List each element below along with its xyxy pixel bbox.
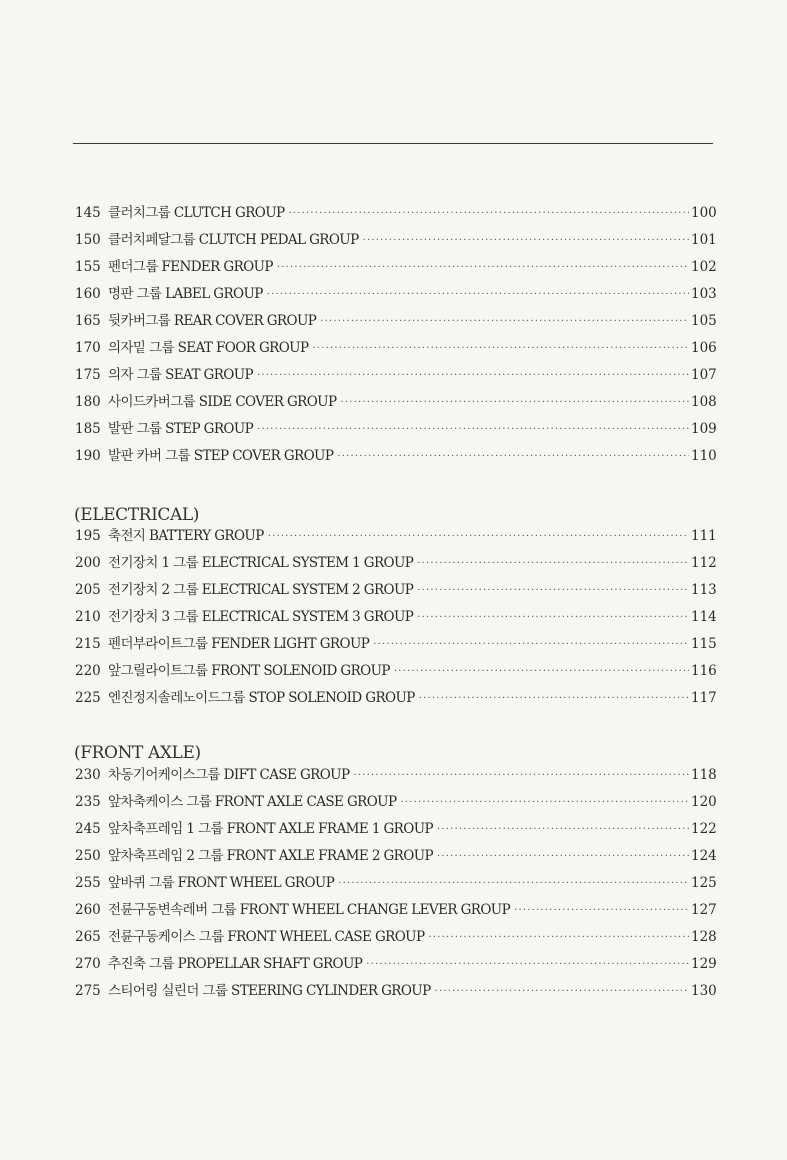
entry-page: 128	[691, 929, 717, 945]
entry-page: 115	[691, 636, 717, 652]
dot-leader	[340, 397, 689, 408]
entry-page: 111	[691, 528, 717, 544]
entry-page: 102	[691, 259, 717, 275]
entry-title: 축전지 BATTERY GROUP	[108, 528, 264, 544]
entry-number: 265	[75, 929, 101, 945]
toc-entry	[75, 524, 715, 551]
dot-leader	[417, 612, 689, 623]
entry-title: 명판 그룹 LABEL GROUP	[108, 286, 263, 302]
dot-leader	[366, 959, 689, 970]
dot-leader	[320, 316, 689, 327]
entry-page: 122	[691, 821, 717, 837]
entry-number: 145	[75, 205, 101, 221]
entry-page: 117	[691, 690, 717, 706]
entry-page: 103	[691, 286, 717, 302]
entry-page: 105	[691, 313, 717, 329]
entry-page: 113	[691, 582, 717, 598]
dot-leader	[363, 235, 689, 246]
entry-title: 클러치페달그룹 CLUTCH PEDAL GROUP	[108, 232, 359, 248]
entry-number: 275	[75, 983, 101, 999]
toc-entry	[75, 417, 715, 444]
entry-page: 108	[691, 394, 717, 410]
dot-leader	[435, 986, 689, 997]
toc-section-front-axle	[75, 763, 715, 1006]
dot-leader	[337, 451, 689, 462]
toc-entry	[75, 605, 715, 632]
dot-leader	[312, 343, 689, 354]
toc-entry	[75, 632, 715, 659]
entry-number: 215	[75, 636, 101, 652]
dot-leader	[257, 424, 689, 435]
toc-section-electrical	[75, 524, 715, 713]
toc-entry	[75, 952, 715, 979]
entry-title: 앞차축프레임 1 그룹 FRONT AXLE FRAME 1 GROUP	[108, 821, 433, 837]
toc-entry	[75, 201, 715, 228]
entry-page: 130	[691, 983, 717, 999]
entry-page: 100	[691, 205, 717, 221]
entry-number: 155	[75, 259, 101, 275]
dot-leader	[437, 851, 689, 862]
dot-leader	[277, 262, 689, 273]
toc-section-general	[75, 201, 715, 471]
entry-title: 전기장치 2 그룹 ELECTRICAL SYSTEM 2 GROUP	[108, 582, 414, 598]
entry-title: 펜더그룹 FENDER GROUP	[108, 259, 273, 275]
toc-entry	[75, 871, 715, 898]
entry-title: 엔진정지솔레노이드그룹 STOP SOLENOID GROUP	[108, 690, 415, 706]
entry-page: 109	[691, 421, 717, 437]
toc-entry	[75, 925, 715, 952]
entry-number: 270	[75, 956, 101, 972]
entry-title: 전륜구동변속레버 그룹 FRONT WHEEL CHANGE LEVER GROUP	[108, 902, 511, 918]
entry-title: 전기장치 3 그룹 ELECTRICAL SYSTEM 3 GROUP	[108, 609, 414, 625]
entry-number: 160	[75, 286, 101, 302]
dot-leader	[417, 558, 689, 569]
entry-number: 165	[75, 313, 101, 329]
entry-number: 220	[75, 663, 101, 679]
entry-page: 125	[691, 875, 717, 891]
entry-number: 150	[75, 232, 101, 248]
toc-entry	[75, 390, 715, 417]
header-rule	[73, 143, 713, 144]
entry-page: 129	[691, 956, 717, 972]
entry-number: 210	[75, 609, 101, 625]
section-heading-front-axle: (FRONT AXLE)	[74, 743, 201, 763]
dot-leader	[419, 693, 689, 704]
toc-entry	[75, 659, 715, 686]
entry-number: 170	[75, 340, 101, 356]
toc-entry	[75, 363, 715, 390]
entry-title: 전기장치 1 그룹 ELECTRICAL SYSTEM 1 GROUP	[108, 555, 414, 571]
entry-title: 의자 그룹 SEAT GROUP	[108, 367, 254, 383]
entry-number: 200	[75, 555, 101, 571]
dot-leader	[353, 770, 689, 781]
dot-leader	[437, 824, 689, 835]
toc-entry	[75, 790, 715, 817]
entry-page: 120	[691, 794, 717, 810]
entry-title: 추진축 그룹 PROPELLAR SHAFT GROUP	[108, 956, 363, 972]
entry-number: 255	[75, 875, 101, 891]
entry-title: 차동기어케이스그룹 DIFT CASE GROUP	[108, 767, 350, 783]
entry-number: 245	[75, 821, 101, 837]
dot-leader	[428, 932, 689, 943]
entry-title: 앞그릴라이트그룹 FRONT SOLENOID GROUP	[108, 663, 390, 679]
toc-entry	[75, 844, 715, 871]
toc-entry	[75, 979, 715, 1006]
entry-number: 175	[75, 367, 101, 383]
entry-number: 235	[75, 794, 101, 810]
toc-entry	[75, 898, 715, 925]
entry-number: 225	[75, 690, 101, 706]
dot-leader	[257, 370, 689, 381]
toc-entry	[75, 228, 715, 255]
toc-entry	[75, 763, 715, 790]
entry-title: 앞차축케이스 그룹 FRONT AXLE CASE GROUP	[108, 794, 397, 810]
entry-page: 107	[691, 367, 717, 383]
entry-title: 사이드카버그룹 SIDE COVER GROUP	[108, 394, 337, 410]
entry-page: 127	[691, 902, 717, 918]
toc-entry	[75, 686, 715, 713]
entry-number: 180	[75, 394, 101, 410]
dot-leader	[514, 905, 689, 916]
entry-number: 185	[75, 421, 101, 437]
entry-title: 앞차축프레임 2 그룹 FRONT AXLE FRAME 2 GROUP	[108, 848, 433, 864]
entry-page: 116	[691, 663, 717, 679]
entry-page: 114	[691, 609, 717, 625]
toc-entry	[75, 336, 715, 363]
toc-entry	[75, 817, 715, 844]
entry-title: 전륜구동케이스 그룹 FRONT WHEEL CASE GROUP	[108, 929, 425, 945]
dot-leader	[417, 585, 689, 596]
entry-title: 발판 카버 그룹 STEP COVER GROUP	[108, 448, 334, 464]
toc-entry	[75, 444, 715, 471]
toc-entry	[75, 309, 715, 336]
dot-leader	[338, 878, 689, 889]
dot-leader	[400, 797, 689, 808]
section-heading-electrical: (ELECTRICAL)	[74, 505, 200, 525]
dot-leader	[394, 666, 689, 677]
dot-leader	[289, 208, 689, 219]
entry-title: 스티어링 실린더 그룹 STEERING CYLINDER GROUP	[108, 983, 431, 999]
entry-page: 124	[691, 848, 717, 864]
entry-number: 230	[75, 767, 101, 783]
entry-title: 클러치그룹 CLUTCH GROUP	[108, 205, 285, 221]
toc-entry	[75, 551, 715, 578]
toc-entry	[75, 578, 715, 605]
dot-leader	[268, 531, 689, 542]
entry-page: 112	[691, 555, 717, 571]
entry-page: 118	[691, 767, 717, 783]
entry-number: 260	[75, 902, 101, 918]
entry-number: 250	[75, 848, 101, 864]
toc-entry	[75, 255, 715, 282]
toc-entry	[75, 282, 715, 309]
entry-title: 앞바퀴 그룹 FRONT WHEEL GROUP	[108, 875, 335, 891]
entry-page: 106	[691, 340, 717, 356]
entry-number: 205	[75, 582, 101, 598]
entry-title: 발판 그룹 STEP GROUP	[108, 421, 254, 437]
entry-title: 뒷카버그룹 REAR COVER GROUP	[108, 313, 317, 329]
entry-title: 의자밑 그룹 SEAT FOOR GROUP	[108, 340, 309, 356]
dot-leader	[267, 289, 689, 300]
dot-leader	[373, 639, 689, 650]
entry-page: 101	[691, 232, 717, 248]
entry-number: 195	[75, 528, 101, 544]
entry-title: 펜더부라이트그룹 FENDER LIGHT GROUP	[108, 636, 370, 652]
entry-number: 190	[75, 448, 101, 464]
entry-page: 110	[691, 448, 717, 464]
